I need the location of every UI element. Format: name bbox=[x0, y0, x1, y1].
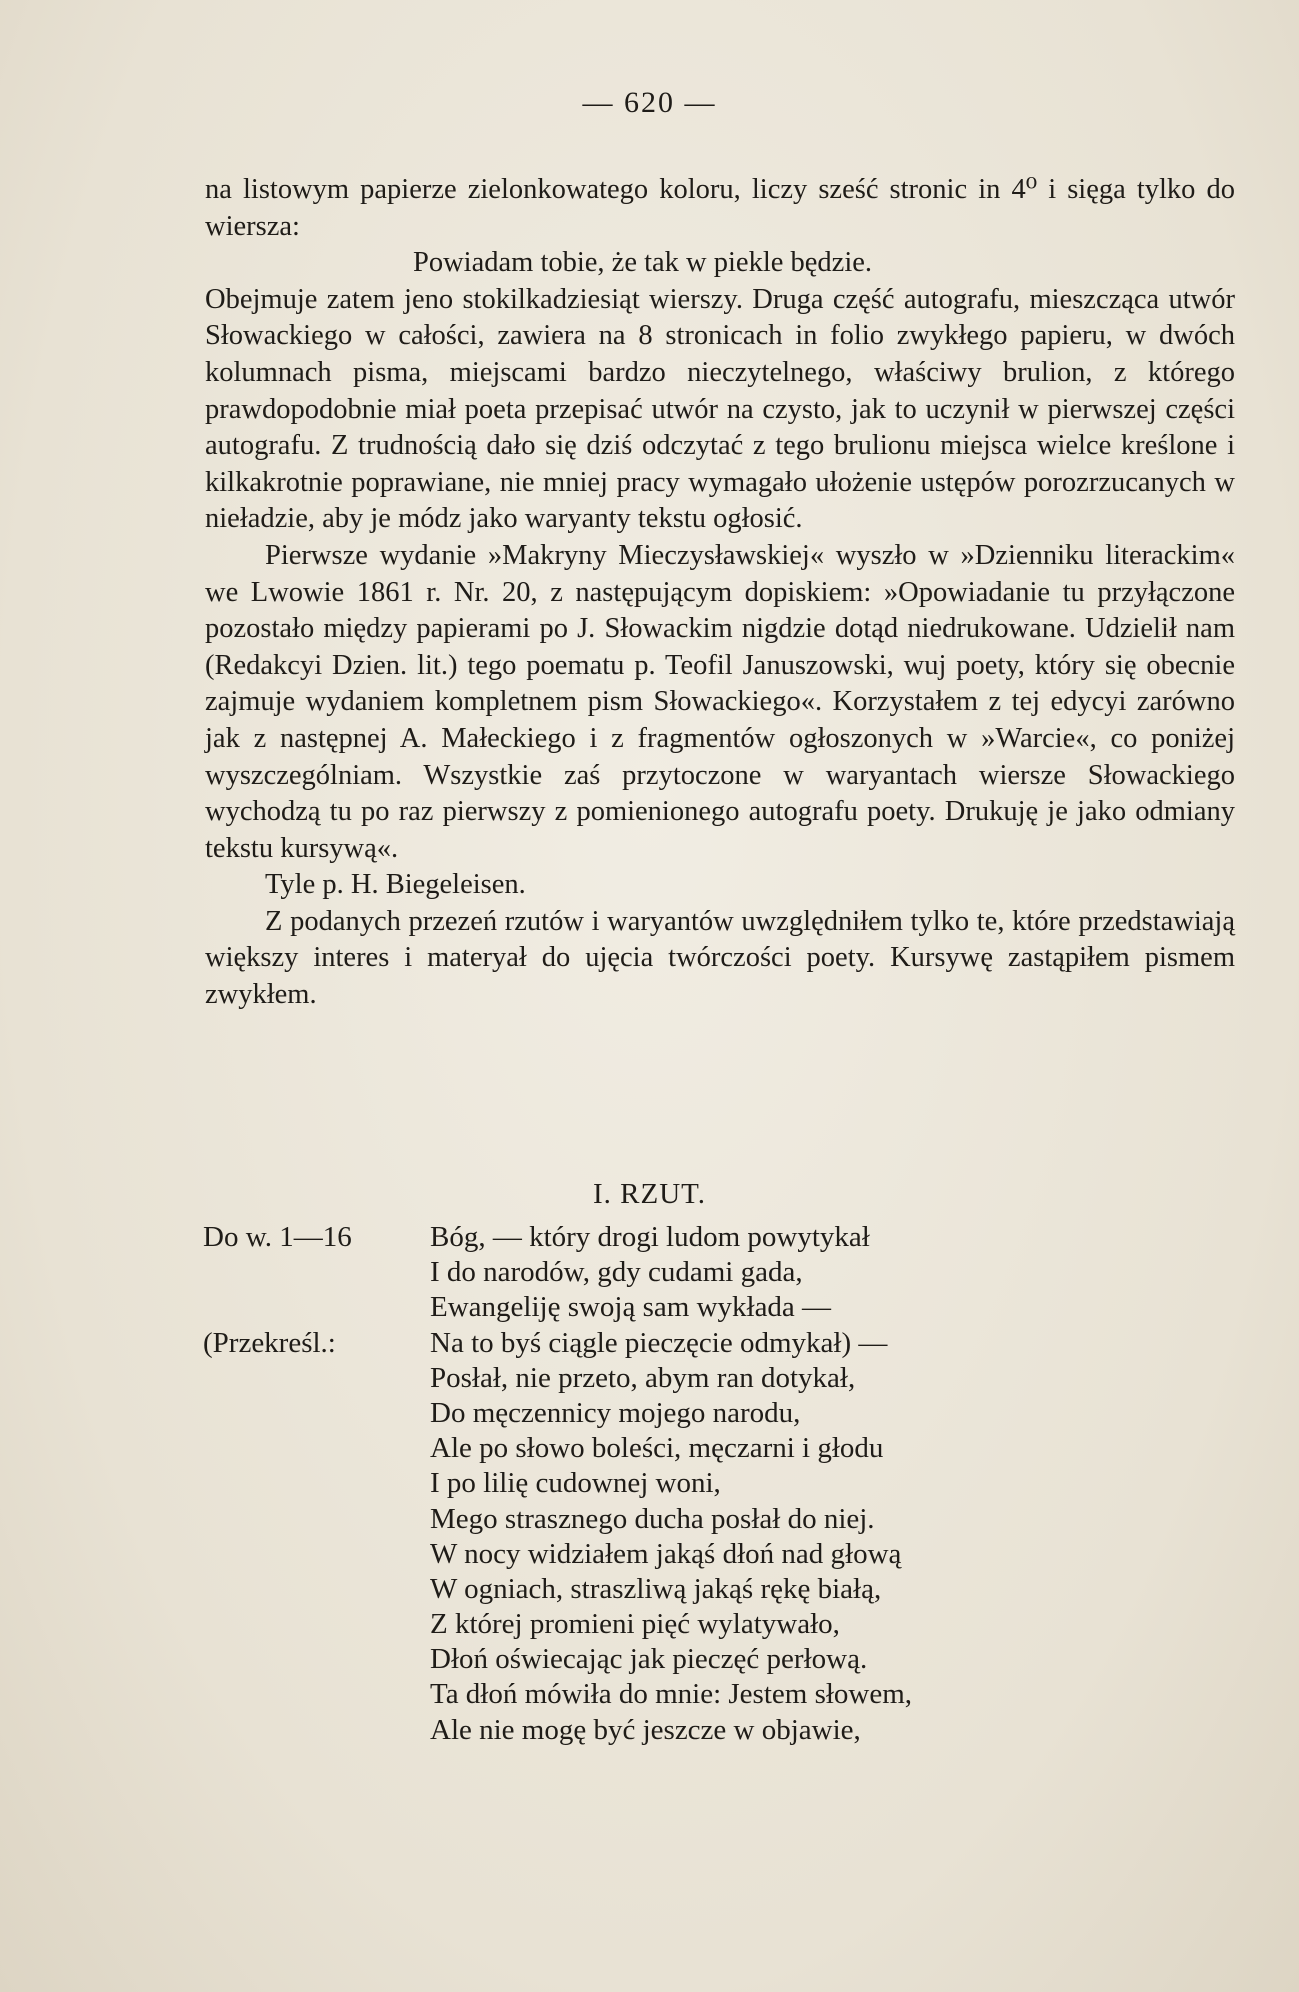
verse-text: Dłoń oświecając jak pieczęć perłową. bbox=[430, 1643, 868, 1676]
verse-line bbox=[0, 1326, 1299, 1361]
verse-line bbox=[0, 1607, 1299, 1642]
section-heading: I. RZUT. bbox=[593, 1178, 706, 1210]
paragraph: Z podanych przezeń rzutów i waryantów uwzględniłem tylko te, które przedstawiają większy interes i materyał do ujęcia twórczości poety. Kursywę zastąpiłem pismem zwykłem. bbox=[205, 905, 1235, 1011]
verse-line bbox=[0, 1572, 1299, 1607]
verse-line bbox=[0, 1431, 1299, 1466]
verse-text: I do narodów, gdy cudami gada, bbox=[430, 1256, 803, 1289]
paragraph: na listowym papierze zielonkowatego koloru, liczy sześć stronic in 4⁰ i sięga tylko do wiersza: bbox=[205, 174, 1235, 242]
verse-text: Posłał, nie przeto, abym ran dotykał, bbox=[430, 1361, 856, 1394]
verse-text: Ewangeliję swoją sam wykłada — bbox=[430, 1291, 832, 1324]
verse-text: Ale nie mogę być jeszcze w objawie, bbox=[430, 1713, 861, 1746]
verse-text: Mego strasznego ducha posłał do niej. bbox=[430, 1502, 875, 1535]
paragraph: Pierwsze wydanie »Makryny Mieczysławskiej« wyszło w »Dzienniku literackim« we Lwowie 1861 r. Nr. 20, z następującym dopiskiem: »Opowiadanie tu przyłączone pozostało między papierami po J. Słowackim nigdzie dotąd niedrukowane. Udzielił nam (Redakcyi Dzien. lit.) tego poematu p. Teofil Januszowski, wuj poety, który się obecnie zajmuje wydaniem kompletnem pism Słowackiego«. Korzystałem z tej edycyi zarówno jak z następnej A. Małeckiego i z fragmentów ogłoszonych w »Warcie«, co poniżej wyszczególniam. Wszystkie zaś przytoczone w waryantach wiersze Słowackiego wychodzą tu po raz pierwszy z pomienionego autografu poety. Drukuję je jako odmiany tekstu kursywą«. bbox=[205, 539, 1235, 864]
verse-line bbox=[0, 1220, 1299, 1255]
verse-line bbox=[0, 1361, 1299, 1396]
verse-text: Na to byś ciągle pieczęcie odmykał) — bbox=[430, 1326, 888, 1359]
verse-line bbox=[0, 1713, 1299, 1748]
verse-line bbox=[0, 1466, 1299, 1501]
verse-text: Ta dłoń mówiła do mnie: Jestem słowem, bbox=[430, 1678, 913, 1711]
verse-text: W nocy widziałem jakąś dłoń nad głową bbox=[430, 1537, 902, 1570]
verse-note: Do w. 1—16 bbox=[203, 1221, 352, 1253]
verse-text: Bóg, — który drogi ludom powytykał bbox=[430, 1221, 870, 1253]
paragraph: Tyle p. H. Biegeleisen. bbox=[265, 869, 526, 901]
verse-text: Do męczennicy mojego narodu, bbox=[430, 1396, 801, 1429]
verse-block bbox=[0, 1220, 1299, 1748]
verse-line bbox=[0, 1502, 1299, 1537]
verse-text: Ale po słowo boleści, męczarni i głodu bbox=[430, 1432, 884, 1465]
page-number: — 620 — bbox=[582, 86, 717, 119]
verse-line bbox=[0, 1642, 1299, 1677]
verse-note: (Przekreśl.: bbox=[203, 1326, 336, 1359]
paragraph: Obejmuje zatem jeno stokilkadziesiąt wierszy. Druga część autografu, mieszcząca utwór Słowackiego w całości, zawiera na 8 stronicach in folio zwykłego papieru, w dwóch kolumnach pisma, miejscami bardzo nieczytelnego, właściwy brulion, z którego prawdopodobnie miał poeta przepisać utwór na czysto, jak to uczynił w pierwszej części autografu. Z trudnością dało się dziś odczytać z tego brulionu miejsca wielce kreślone i kilkakrotnie poprawiane, nie mniej pracy wymagało ułożenie ustępów porozrzucanych w nieładzie, aby je módz jako waryanty tekstu ogłosić. bbox=[205, 283, 1235, 535]
body-text bbox=[205, 172, 1235, 1014]
verse-text: Z której promieni pięć wylatywało, bbox=[430, 1608, 840, 1641]
verse-line bbox=[0, 1677, 1299, 1712]
verse-line bbox=[0, 1290, 1299, 1325]
verse-text: W ogniach, straszliwą jakąś rękę białą, bbox=[430, 1572, 882, 1605]
verse-text: I po lilię cudownej woni, bbox=[430, 1467, 721, 1500]
verse-line bbox=[0, 1537, 1299, 1572]
verse-line bbox=[0, 1396, 1299, 1431]
verse-line bbox=[0, 1255, 1299, 1290]
quoted-verse: Powiadam tobie, że tak w piekle będzie. bbox=[413, 247, 873, 279]
